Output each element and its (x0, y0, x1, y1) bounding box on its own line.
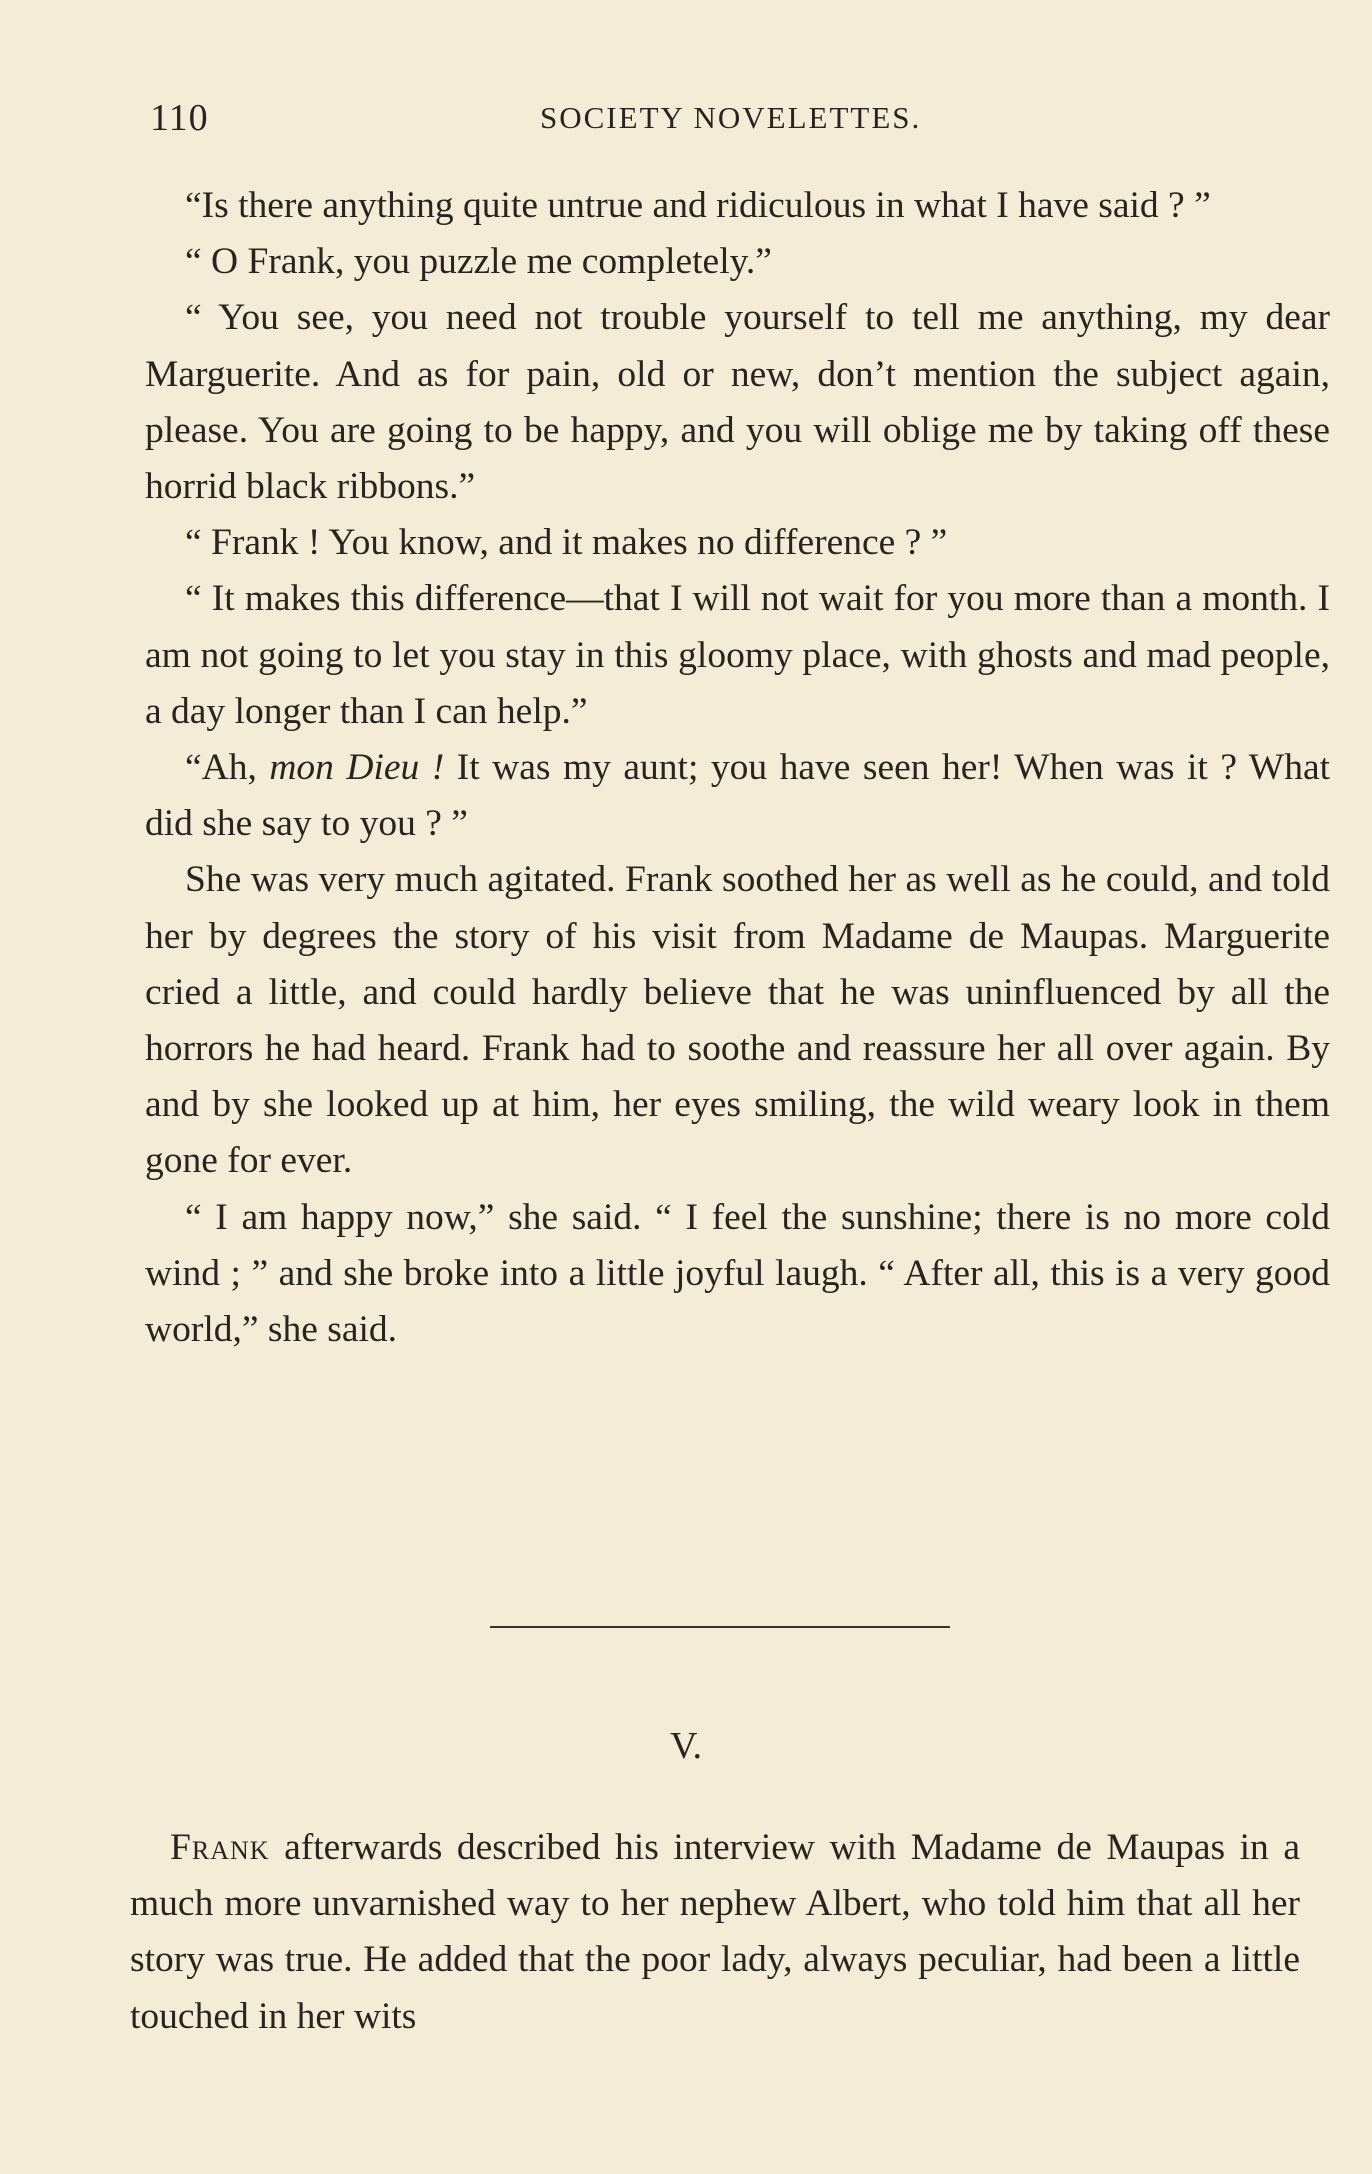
paragraph (130, 1820, 1300, 2045)
section-text (130, 1820, 1300, 2045)
paragraph-text: afterwards described his interview with Madame de Maupas in a much more unvarnished way to her nephew Albert, who told him that all her story was true. He added that the poor lady, always peculiar, had been a little touched in her wits (130, 1827, 1300, 2037)
italic-phrase: mon Dieu ! (269, 747, 445, 789)
section-heading: V. (669, 1725, 703, 1767)
paragraph: “ I am happy now,” she said. “ I feel the sunshine; there is no more cold wind ; ” and she broke into a little joyful laugh. “ After all, this is a very good world,” she said. (145, 1196, 1330, 1351)
paragraph: “Is there anything quite untrue and ridiculous in what I have said ? ” (185, 185, 1211, 226)
section-divider (490, 1626, 950, 1628)
page-header (150, 96, 1330, 146)
paragraph-text: It was my aunt; you have seen her! When was it ? What did she say to you ? ” (145, 747, 1331, 845)
page-number: 110 (150, 97, 209, 139)
paragraph: “ O Frank, you puzzle me completely.” (185, 241, 772, 283)
chapter-text (145, 178, 1330, 1358)
small-caps-lead: Frank (170, 1827, 270, 1868)
paragraph: “ Frank ! You know, and it makes no difference ? ” (185, 522, 948, 564)
paragraph: “ You see, you need not trouble yourself to tell me anything, my dear Marguerite. And as for pain, old or new, don’t mention the subject again, please. You are going to be happy, and you will oblige me by taking off these horrid black ribbons.” (145, 297, 1330, 508)
paragraph (145, 740, 1330, 852)
paragraph: “ It makes this difference—that I will not wait for you more than a month. I am not going to let you stay in this gloomy place, with ghosts and mad people, a day longer than I can help.” (145, 578, 1330, 732)
paragraph: She was very much agitated. Frank soothed her as well as he could, and told her by degrees the story of his visit from Madame de Maupas. Marguerite cried a little, and could hardly believe that he was uninfluenced by all the horrors he had heard. Frank had to soothe and reassure her all over again. By and by she looked up at him, her eyes smiling, the wild weary look in them gone for ever. (145, 859, 1330, 1182)
running-head: SOCIETY NOVELETTES. (540, 100, 922, 135)
paragraph-text: “Ah, (185, 747, 270, 789)
